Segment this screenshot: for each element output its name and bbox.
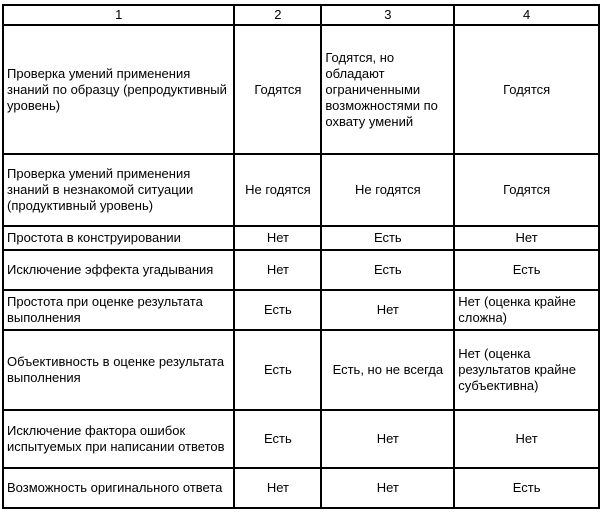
comparison-table-container: [2, 4, 600, 509]
criterion-cell: Проверка умений применения знаний по образцу (репродуктивный уровень): [3, 25, 234, 154]
criterion-cell: Исключение фактора ошибок испытуемых при написании ответов: [3, 410, 234, 468]
table-row: [3, 410, 599, 468]
header-col-4: 4: [454, 5, 599, 25]
table-row: [3, 290, 599, 330]
col4-cell: Годятся: [454, 25, 599, 154]
col4-cell: Нет: [454, 226, 599, 250]
col2-cell: Годятся: [234, 25, 321, 154]
col3-cell: Годятся, но обладают ограниченными возможностями по охвату умений: [321, 25, 454, 154]
header-col-3: 3: [321, 5, 454, 25]
header-col-2: 2: [234, 5, 321, 25]
col2-cell: Нет: [234, 250, 321, 290]
criterion-cell: Объективность в оценке результата выполнения: [3, 330, 234, 410]
col2-cell: Есть: [234, 330, 321, 410]
col2-cell: Не годятся: [234, 154, 321, 226]
col4-cell: Годятся: [454, 154, 599, 226]
comparison-table: [2, 4, 600, 509]
col4-cell: Нет (оценка крайне сложна): [454, 290, 599, 330]
criterion-cell: Возможность оригинального ответа: [3, 468, 234, 508]
table-row: [3, 250, 599, 290]
col4-cell: Нет: [454, 410, 599, 468]
criterion-cell: Простота в конструировании: [3, 226, 234, 250]
col2-cell: Есть: [234, 410, 321, 468]
criterion-cell: Исключение эффекта угадывания: [3, 250, 234, 290]
criterion-cell: Простота при оценке результата выполнения: [3, 290, 234, 330]
col3-cell: Есть: [321, 250, 454, 290]
header-row: [3, 5, 599, 25]
criterion-cell: Проверка умений применения знаний в незнакомой ситуации (продуктивный уровень): [3, 154, 234, 226]
col3-cell: Нет: [321, 290, 454, 330]
table-row: [3, 330, 599, 410]
table-row: [3, 25, 599, 154]
col4-cell: Есть: [454, 250, 599, 290]
col2-cell: Нет: [234, 468, 321, 508]
table-row: [3, 468, 599, 508]
col2-cell: Нет: [234, 226, 321, 250]
col3-cell: Есть: [321, 226, 454, 250]
col2-cell: Есть: [234, 290, 321, 330]
col3-cell: Нет: [321, 468, 454, 508]
table-row: [3, 226, 599, 250]
col3-cell: Не годятся: [321, 154, 454, 226]
col4-cell: Есть: [454, 468, 599, 508]
header-col-1: 1: [3, 5, 234, 25]
col4-cell: Нет (оценка результатов крайне субъективна): [454, 330, 599, 410]
col3-cell: Есть, но не всегда: [321, 330, 454, 410]
col3-cell: Нет: [321, 410, 454, 468]
table-row: [3, 154, 599, 226]
